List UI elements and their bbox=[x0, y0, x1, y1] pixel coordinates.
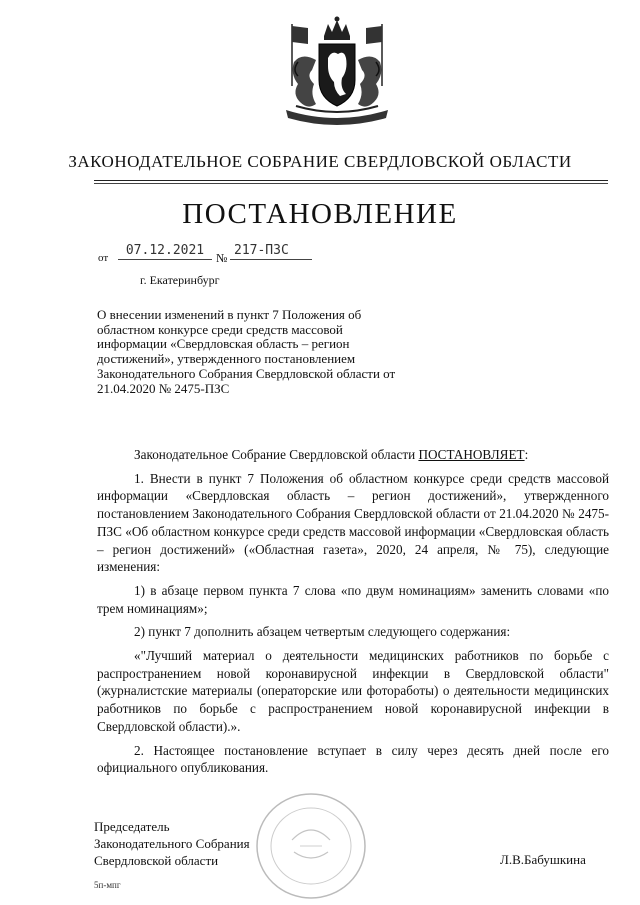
paragraph-1-2: 2) пункт 7 дополнить абзацем четвертым следующего содержания: bbox=[134, 624, 511, 640]
signatory-title-line2: Законодательного Собрания bbox=[94, 836, 250, 851]
signatory-title-line1: Председатель bbox=[94, 819, 170, 834]
intro-paragraph bbox=[97, 446, 609, 464]
paragraph-1-1: 1) в абзаце первом пункта 7 слова «по двум номинациям» заменить словами «по трем номинациям»; bbox=[97, 582, 609, 616]
signatory-name: Л.В.Бабушкина bbox=[500, 852, 586, 867]
official-stamp-icon bbox=[252, 790, 370, 902]
paragraph-2: 2. Настоящее постановление вступает в силу через десять дней после его официального опубликования. bbox=[97, 742, 609, 776]
footer-code: 5п-мпг bbox=[94, 880, 121, 890]
header-divider-thin bbox=[94, 183, 608, 184]
date-prefix: от bbox=[98, 252, 109, 264]
document-body bbox=[97, 446, 609, 777]
coat-of-arms-icon bbox=[268, 14, 406, 132]
header-divider bbox=[94, 180, 608, 181]
document-subject: О внесении изменений в пункт 7 Положения об областном конкурсе среди средств массовой информации «Свердловская область – регион достижений», утвержденного постановлением Законодательного Собрания Свердловской области от 21.04.2020 № 2475-ПЗС bbox=[97, 307, 396, 396]
intro-end: : bbox=[524, 447, 529, 462]
number-prefix: № bbox=[216, 251, 228, 265]
intro-keyword: ПОСТАНОВЛЯЕТ bbox=[418, 447, 525, 462]
signatory-title bbox=[94, 818, 250, 869]
intro-text: Законодательное Собрание Свердловской области bbox=[134, 447, 416, 462]
organization-title: ЗАКОНОДАТЕЛЬНОЕ СОБРАНИЕ СВЕРДЛОВСКОЙ ОБЛАСТИ bbox=[68, 152, 572, 171]
paragraph-1: 1. Внести в пункт 7 Положения об областном конкурсе среди средств массовой информации «Свердловская область – регион достижений», утвержденного постановлением Законодательного Собрания Свердловской области от 21.04.2020 № 2475-ПЗС «Об областном конкурсе среди средств массовой информации «Свердловская область – регион достижений» («Областная газета», 2020, 24 апреля, № 75), следующие изменения: bbox=[97, 470, 609, 575]
signatory-title-line3: Свердловской области bbox=[94, 853, 219, 868]
document-type-title: ПОСТАНОВЛЕНИЕ bbox=[182, 198, 458, 230]
paragraph-quote: «"Лучший материал о деятельности медицинских работников по борьбе с распространением новой коронавирусной инфекции в Свердловской области" (журналистские материалы (операторские или фоторaботы) о деятельности медицинских работников по борьбе с распространением новой коронавирусной инфекции в Свердловской области).». bbox=[97, 648, 609, 734]
document-number: 217-ПЗС bbox=[230, 243, 312, 260]
document-date: 07.12.2021 bbox=[118, 243, 212, 260]
city: г. Екатеринбург bbox=[140, 273, 220, 287]
